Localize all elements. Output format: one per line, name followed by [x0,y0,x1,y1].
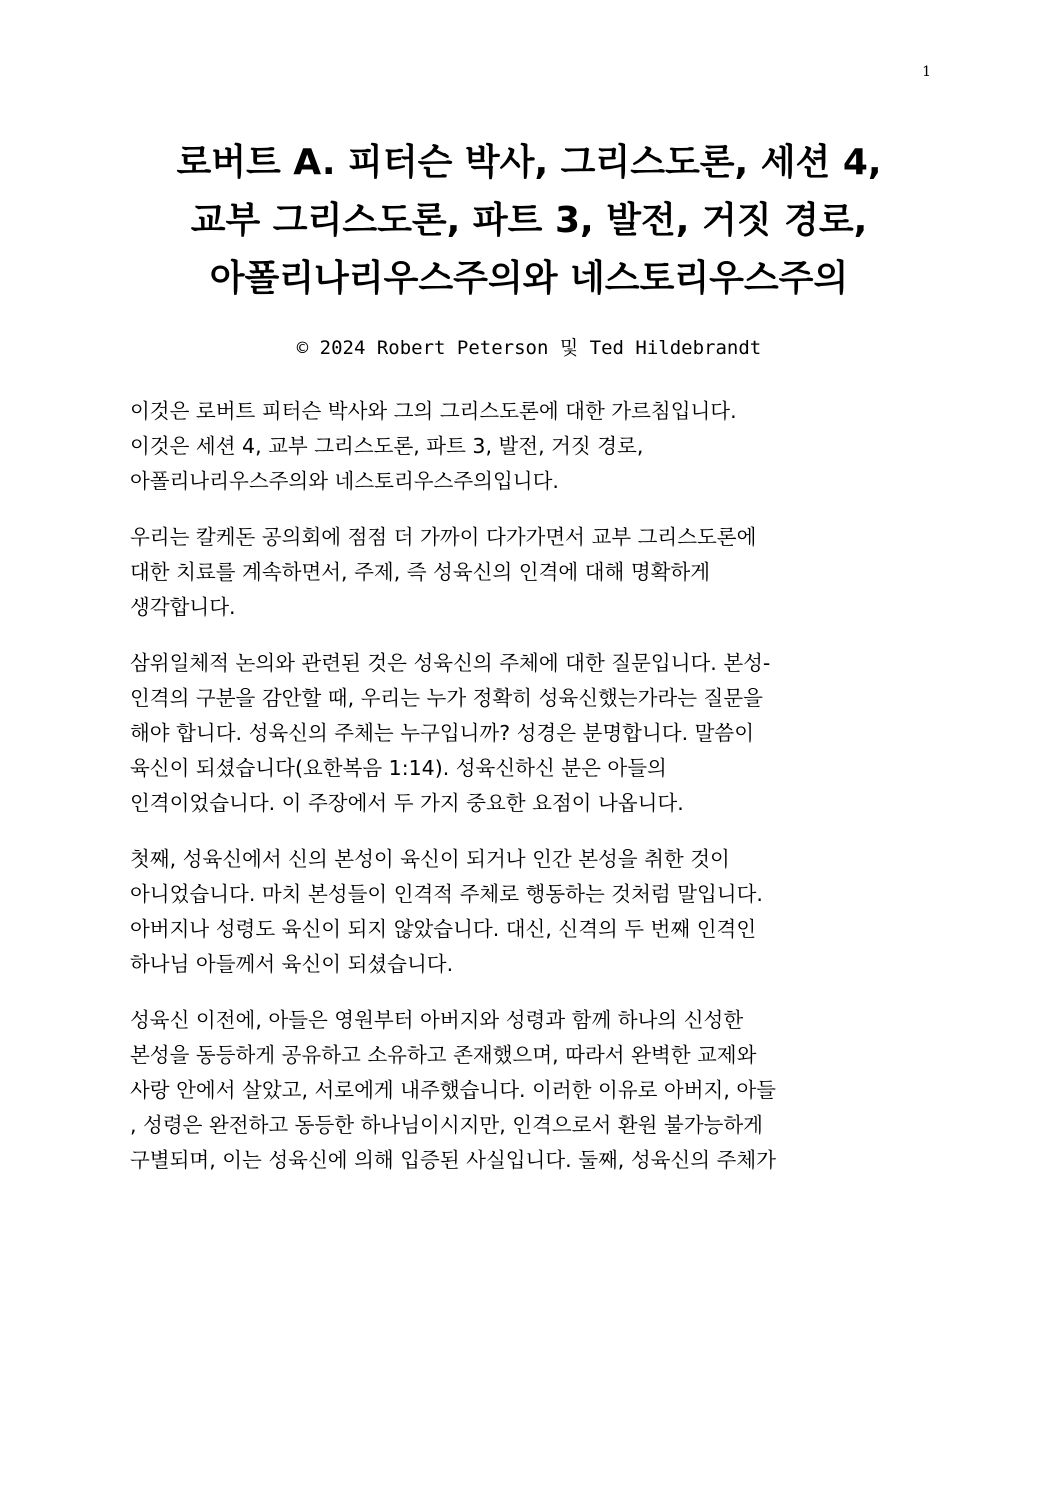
text-line: 생각합니다. [130,595,236,619]
paragraph [130,1003,930,1178]
paragraph [130,394,930,499]
paragraph [130,646,930,821]
text-line: , 성령은 완전하고 동등한 하나님이시지만, 인격으로서 환원 불가능하게 [130,1113,763,1137]
text-line: 아니었습니다. 마치 본성들이 인격적 주체로 행동하는 것처럼 말입니다. [130,882,763,906]
text-line: 우리는 칼케돈 공의회에 점점 더 가까이 다가가면서 교부 그리스도론에 [130,525,757,549]
title-line: 로버트 A. 피터슨 박사, 그리스도론, 세션 4, [176,142,882,183]
text-line: 아폴리나리우스주의와 네스토리우스주의입니다. [130,469,559,493]
title-line: 교부 그리스도론, 파트 3, 발전, 거짓 경로, [190,200,868,241]
paragraph [130,842,930,982]
title-line: 아폴리나리우스주의와 네스토리우스주의 [209,258,849,299]
text-line: 첫째, 성육신에서 신의 본성이 육신이 되거나 인간 본성을 취한 것이 [130,847,730,871]
text-line: 육신이 되셨습니다(요한복음 1:14). 성육신하신 분은 아들의 [130,756,667,780]
text-line: 삼위일체적 논의와 관련된 것은 성육신의 주체에 대한 질문입니다. 본성- [130,651,771,675]
text-line: 인격이었습니다. 이 주장에서 두 가지 중요한 요점이 나옵니다. [130,791,684,815]
text-line: 이것은 세션 4, 교부 그리스도론, 파트 3, 발전, 거짓 경로, [130,434,644,458]
document-title [90,134,968,308]
text-line: 인격의 구분을 감안할 때, 우리는 누가 정확히 성육신했는가라는 질문을 [130,686,763,710]
document-body [130,394,930,1199]
text-line: 아버지나 성령도 육신이 되지 않았습니다. 대신, 신격의 두 번째 인격인 [130,917,757,941]
text-line: 이것은 로버트 피터슨 박사와 그의 그리스도론에 대한 가르침입니다. [130,399,737,423]
text-line: 사랑 안에서 살았고, 서로에게 내주했습니다. 이러한 이유로 아버지, 아들 [130,1078,776,1102]
text-line: 구별되며, 이는 성육신에 의해 입증된 사실입니다. 둘째, 성육신의 주체가 [130,1148,776,1172]
text-line: 하나님 아들께서 육신이 되셨습니다. [130,952,454,976]
text-line: 대한 치료를 계속하면서, 주제, 즉 성육신의 인격에 대해 명확하게 [130,560,711,584]
paragraph [130,520,930,625]
text-line: 해야 합니다. 성육신의 주체는 누구입니까? 성경은 분명합니다. 말씀이 [130,721,755,745]
text-line: 성육신 이전에, 아들은 영원부터 아버지와 성령과 함께 하나의 신성한 [130,1008,744,1032]
page-number: 1 [922,64,931,80]
text-line: 본성을 동등하게 공유하고 소유하고 존재했으며, 따라서 완벽한 교제와 [130,1043,757,1067]
copyright-notice: © 2024 Robert Peterson 및 Ted Hildebrandt [296,337,762,359]
